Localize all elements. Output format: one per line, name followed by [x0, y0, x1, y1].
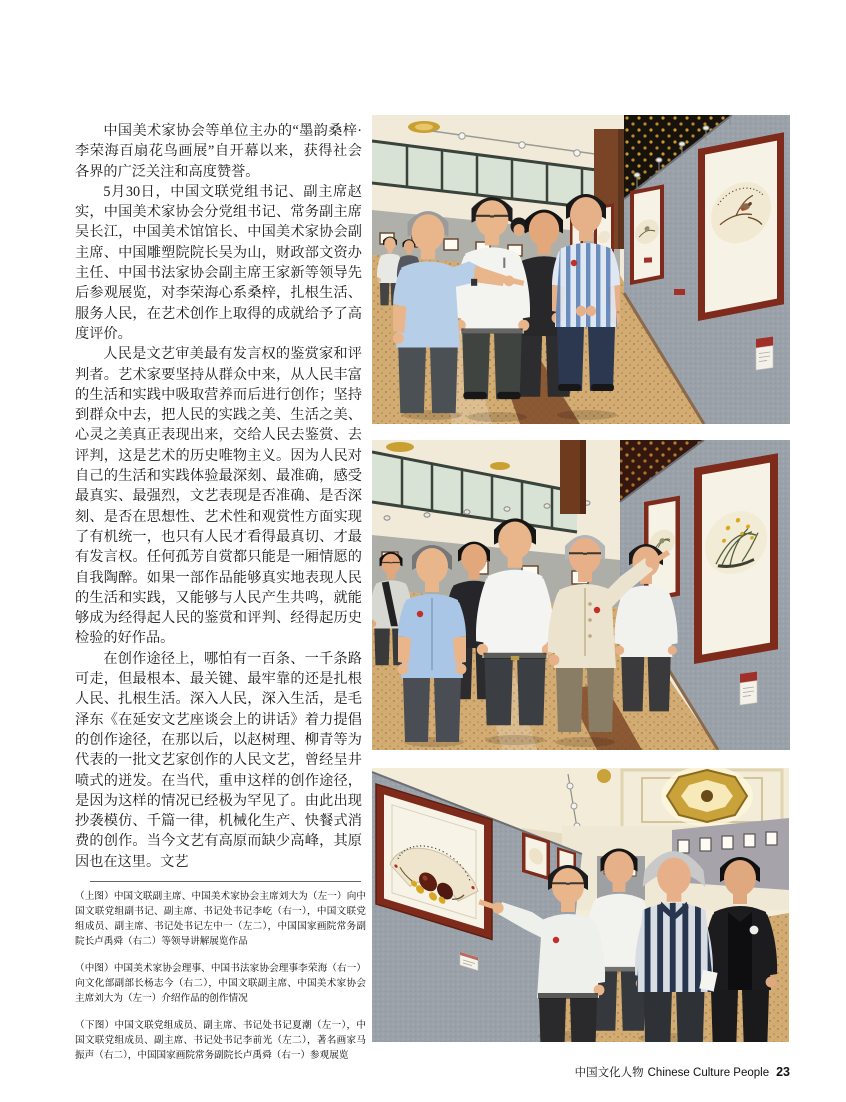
- article-paragraph: 5月30日，中国文联党组书记、副主席赵实，中国美术家协会分党组书记、常务副主席吴长江，中国美术馆馆长、中国美术家协会副主席、中国雕塑院院长吴为山，财政部文资办主任、中国书法家协会副主席王家新等领导先后参观展览，对李荣海心系桑梓，扎根生活、服务人民，在艺术创作上取得的成就给予了高度评价。: [75, 183, 362, 342]
- caption-middle-photo: （中图）中国美术家协会理事、中国书法家协会理事李荣海（右一）向文化部副部长杨志今（右二），中国文联副主席、中国美术家协会主席刘大为（左一）介绍作品的创作情况: [75, 963, 366, 1004]
- photo-middle-exhibition: [372, 440, 790, 750]
- photo-captions: [75, 889, 366, 1075]
- journal-name-en: Chinese Culture People: [647, 1067, 770, 1079]
- photo-bottom-exhibition: [372, 768, 789, 1042]
- page-number: 23: [776, 1065, 790, 1079]
- caption-bottom-photo: （下图）中国文联党组成员、副主席、书记处书记夏潮（左一），中国文联党组成员、副主席、书记处书记李前光（左二），著名画家马振声（右二），中国国家画院常务副院长卢禹舜（右一）参观展览: [75, 1020, 366, 1061]
- article-body: [75, 121, 362, 872]
- caption-top-photo: （上图）中国文联副主席、中国美术家协会主席刘大为（左一）向中国文联党组副书记、副主席、书记处书记李屹（右一），中国文联党组成员、副主席、书记处书记左中一（左二），中国国家画院常务副院长卢禹舜（右二）等领导讲解展览作品: [75, 891, 366, 947]
- article-paragraph: 中国美术家协会等单位主办的“墨韵桑梓·李荣海百扇花鸟画展”自开幕以来，获得社会各界的广泛关注和高度赞誉。: [75, 123, 362, 180]
- page-footer: [520, 1064, 790, 1080]
- caption-divider: [90, 881, 361, 882]
- photo-top-exhibition: [372, 115, 790, 424]
- journal-name-cn: 中国文化人物: [574, 1067, 644, 1079]
- article-paragraph: 人民是文艺审美最有发言权的鉴赏家和评判者。艺术家要坚持从群众中来，从人民丰富的生活和实践中吸取营养而后进行创作；坚持到群众中去，把人民的实践之美、生活之美、心灵之美真正表现出来，交给人民去鉴赏、去评判，这是艺术的历史唯物主义。因为人民对自己的生活和实践体验最深刻、最准确，感受最真实、最强烈，文艺表现是否准确、是否深刻、是否在思想性、艺术性和观赏性方面实现了有机统一，也只有人民才看得最真切、才最有发言权。任何孤芳自赏都只能是一厢情愿的自我陶醉。如果一部作品能够真实地表现人民的生活和实践，又能够与人民产生共鸣，就能够成为经得起人民的鉴赏和评判、经得起历史检验的好作品。: [75, 346, 362, 647]
- article-paragraph: 在创作途径上，哪怕有一百条、一千条路可走，但最根本、最关键、最牢靠的还是扎根人民、扎根生活。深入人民，深入生活，是毛泽东《在延安文艺座谈会上的讲话》着力提倡的创作途径，在那以后，以赵树理、柳青等为代表的一批文艺家创作的人民文艺，曾经呈井喷式的迸发。在当代，重申这样的创作途径，是因为这样的情况已经极为罕见了。由此出现抄袭模仿、千篇一律，机械化生产、快餐式消费的创作。当今文艺有高原而缺少高峰，其原因也在这里。文艺: [75, 650, 362, 870]
